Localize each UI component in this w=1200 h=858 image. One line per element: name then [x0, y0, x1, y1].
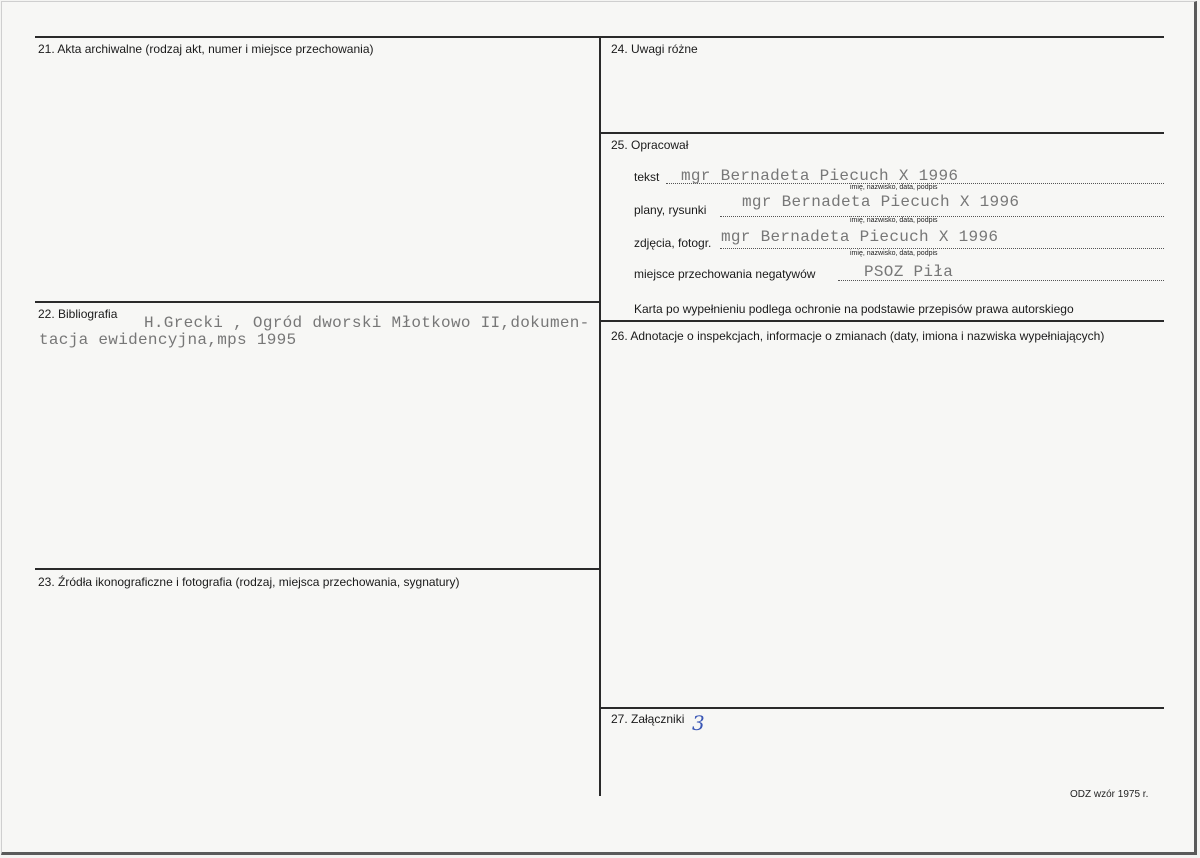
- copyright-note: Karta po wypełnieniu podlega ochronie na podstawie przepisów prawa autorskiego: [634, 302, 1074, 316]
- zdjecia-label: zdjęcia, fotogr.: [634, 236, 712, 250]
- section-27-label: 27. Załączniki: [611, 712, 685, 726]
- zdjecia-value: mgr Bernadeta Piecuch X 1996: [721, 228, 999, 246]
- bibliography-line-2: tacja ewidencyjna,mps 1995: [39, 331, 297, 349]
- plany-dotted-line: [720, 216, 1164, 217]
- attachments-count: 3: [692, 711, 705, 735]
- section-23-label: 23. Źródła ikonograficzne i fotografia (rodzaj, miejsca przechowania, sygnatury): [38, 575, 460, 589]
- top-rule-left: [35, 36, 600, 38]
- negatywy-label: miejsce przechowania negatywów: [634, 267, 816, 281]
- section-21-label: 21. Akta archiwalne (rodzaj akt, numer i miejsce przechowania): [38, 42, 374, 56]
- tekst-label: tekst: [634, 170, 660, 184]
- tekst-caption: imię, nazwisko, data, podpis: [850, 184, 938, 191]
- rule-26: [600, 320, 1164, 322]
- rule-23: [35, 568, 600, 570]
- bibliography-line-1: H.Grecki , Ogród dworski Młotkowo II,dokumen-: [144, 314, 590, 332]
- zdjecia-dotted-line: [720, 248, 1164, 249]
- plany-caption: imię, nazwisko, data, podpis: [850, 217, 938, 224]
- negatywy-value: PSOZ Piła: [864, 263, 954, 281]
- center-divider: [599, 36, 601, 796]
- rule-27: [600, 707, 1164, 709]
- section-24-label: 24. Uwagi różne: [611, 42, 698, 56]
- top-rule-right: [600, 36, 1164, 38]
- form-footer: ODZ wzór 1975 r.: [1070, 789, 1149, 800]
- section-26-label: 26. Adnotacje o inspekcjach, informacje o zmianach (daty, imiona i nazwiska wypełniających): [611, 329, 1105, 343]
- form-sheet: [1, 1, 1197, 855]
- tekst-value: mgr Bernadeta Piecuch X 1996: [681, 167, 959, 185]
- section-22-label: 22. Bibliografia: [38, 307, 118, 321]
- rule-22: [35, 301, 600, 303]
- plany-value: mgr Bernadeta Piecuch X 1996: [742, 193, 1020, 211]
- plany-label: plany, rysunki: [634, 203, 707, 217]
- rule-25: [600, 132, 1164, 134]
- zdjecia-caption: imię, nazwisko, data, podpis: [850, 250, 938, 257]
- section-25-label: 25. Opracował: [611, 138, 689, 152]
